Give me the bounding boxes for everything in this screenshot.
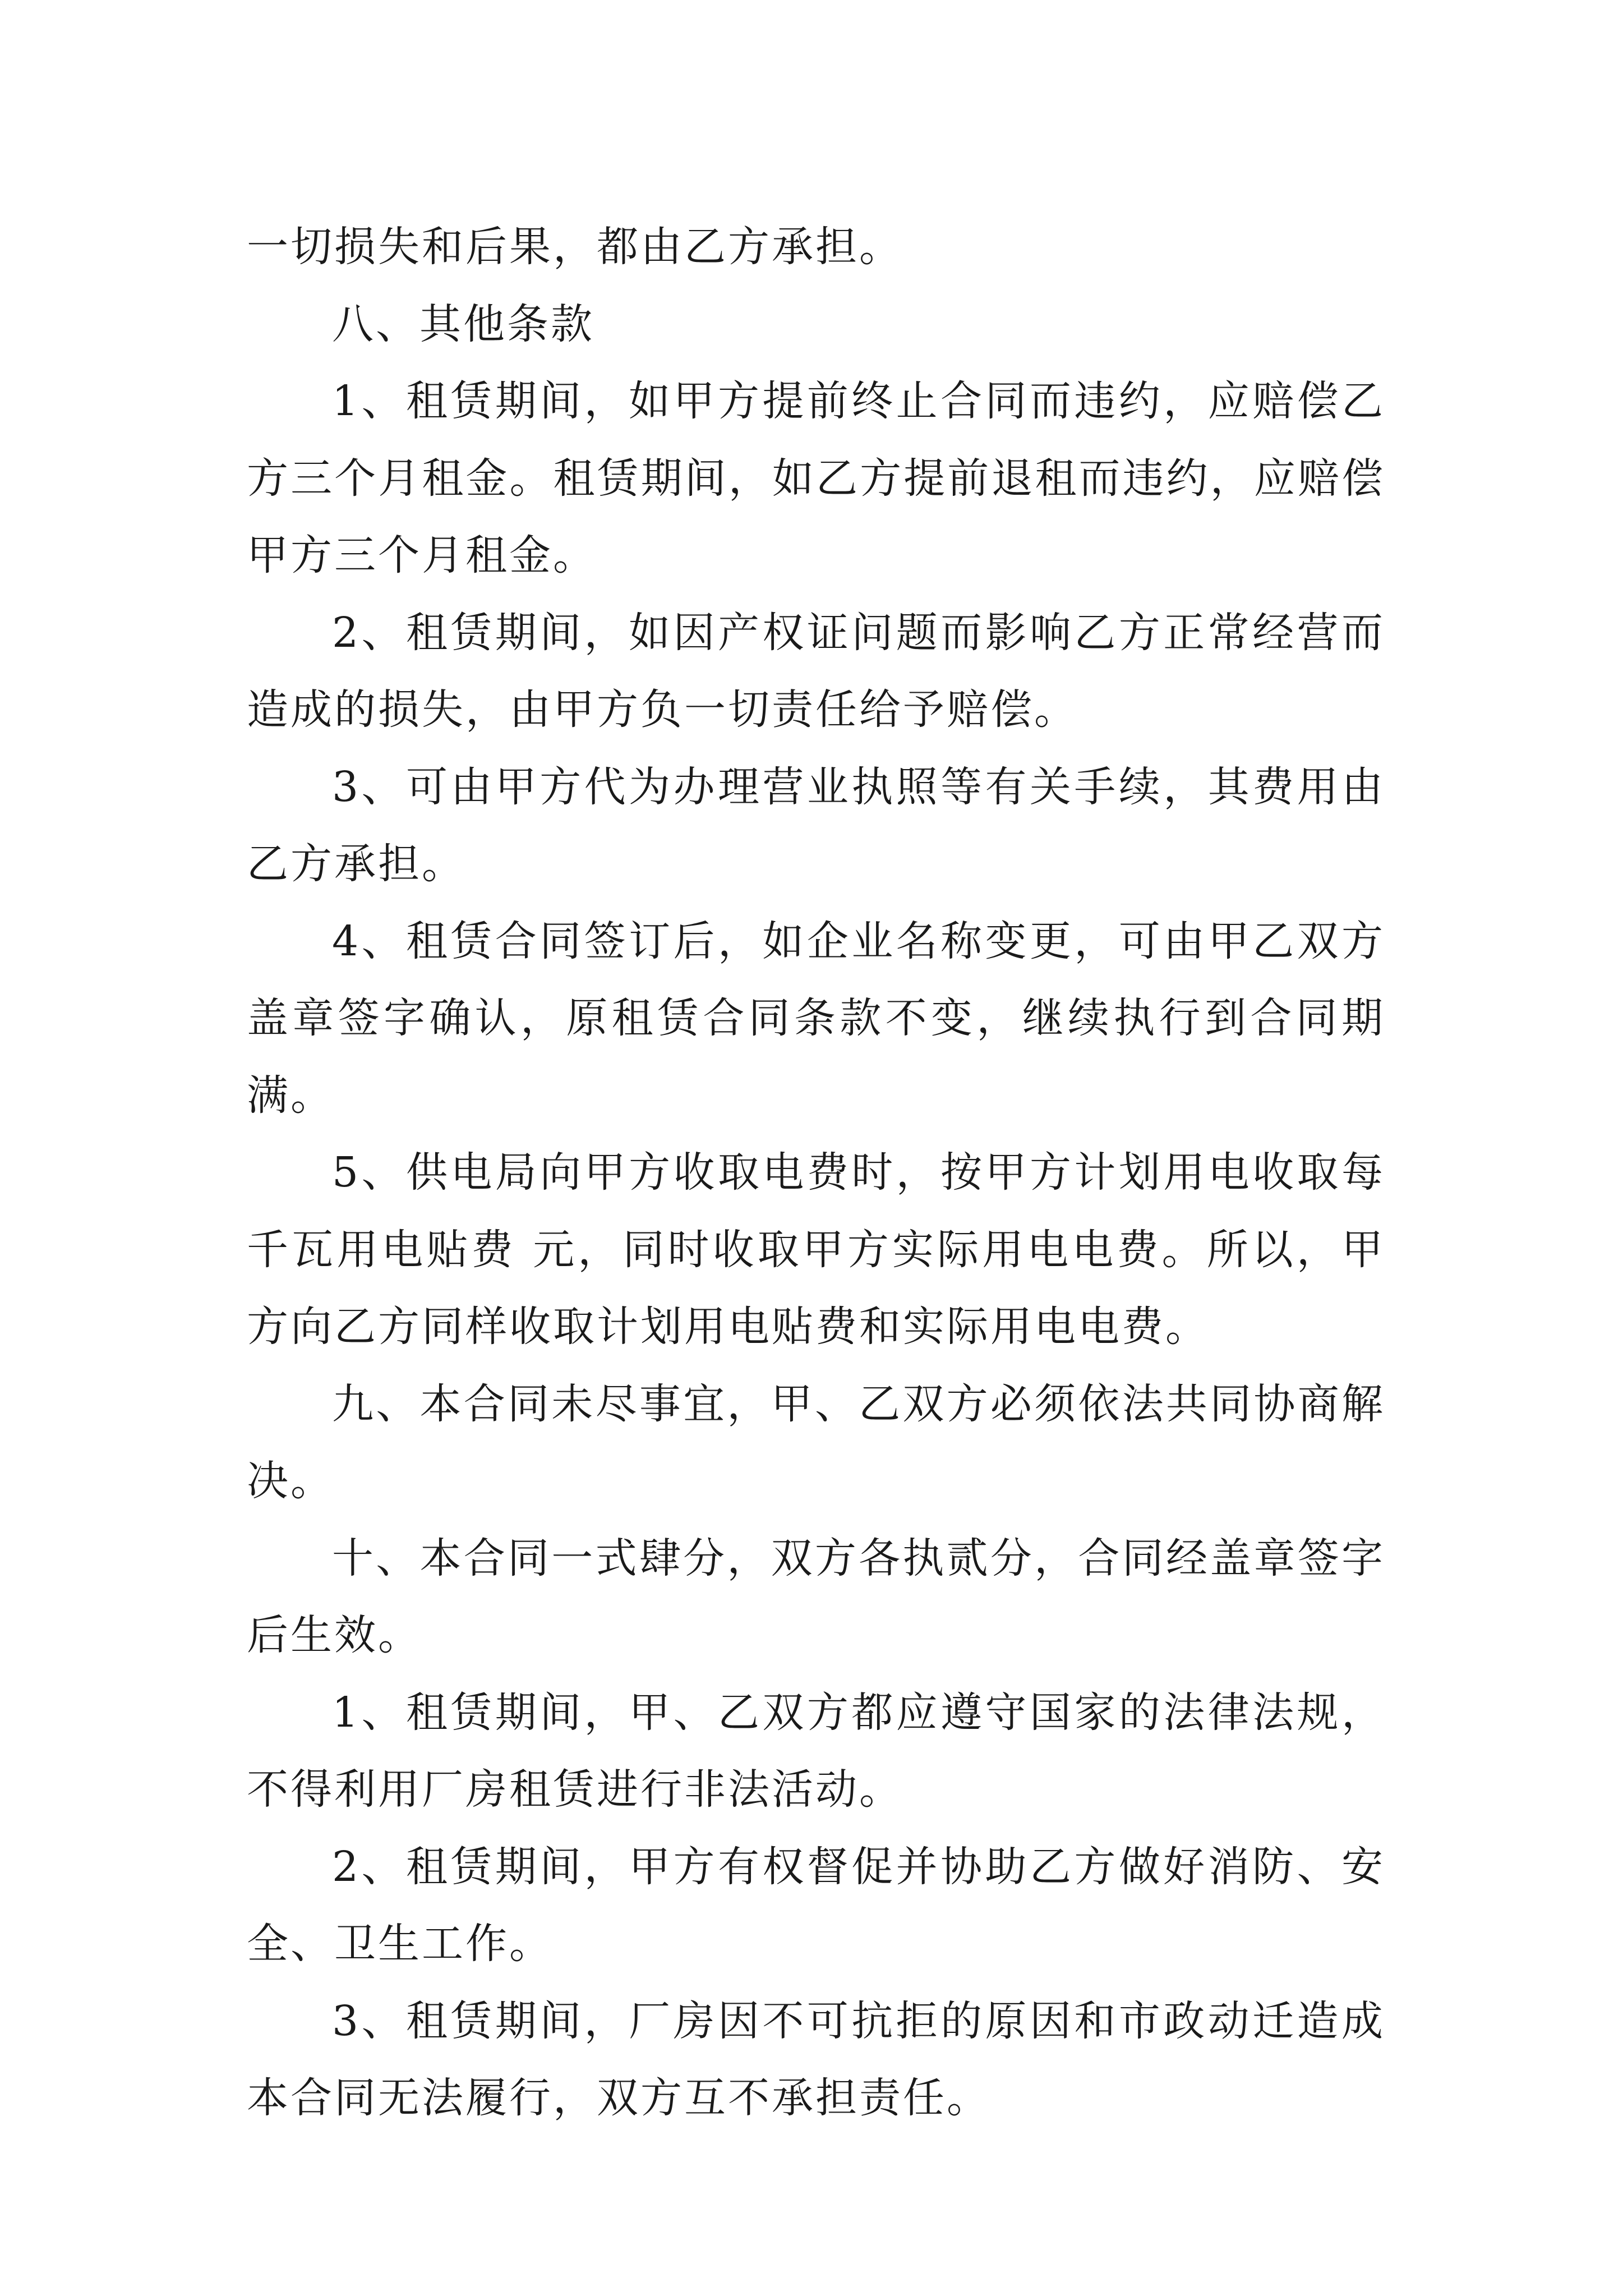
clause-legal-compliance: 1、租赁期间，甲、乙双方都应遵守国家的法律法规，不得利用厂房租赁进行非法活动。 [247, 1688, 1385, 1814]
clause-name-change: 4、租赁合同签订后，如企业名称变更，可由甲乙双方盖章签字确认，原租赁合同条款不变，继续执行到合同期满。 [247, 917, 1385, 1120]
clause-fire-safety: 2、租赁期间，甲方有权督促并协助乙方做好消防、安全、卫生工作。 [247, 1842, 1385, 1968]
clause-early-termination: 1、租赁期间，如甲方提前终止合同而违约，应赔偿乙方三个月租金。租赁期间，如乙方提前退租而违约，应赔偿甲方三个月租金。 [247, 377, 1385, 579]
clause-property-certificate: 2、租赁期间，如因产权证问题而影响乙方正常经营而造成的损失，由甲方负一切责任给予赔偿。 [247, 608, 1385, 734]
clause-business-license: 3、可由甲方代为办理营业执照等有关手续，其费用由乙方承担。 [247, 762, 1385, 888]
clause-electricity-fee: 5、供电局向甲方收取电费时，按甲方计划用电收取每千瓦用电贴费 元，同时收取甲方实际用电电费。所以，甲方向乙方同样收取计划用电贴费和实际用电电费。 [247, 1148, 1385, 1351]
clause-force-majeure: 3、租赁期间，厂房因不可抗拒的原因和市政动迁造成本合同无法履行，双方互不承担责任。 [247, 1996, 1385, 2122]
section-heading-other-terms: 八、其他条款 [332, 300, 594, 348]
section-copies-effective: 十、本合同一式肆分，双方各执贰分，合同经盖章签字后生效。 [247, 1534, 1385, 1659]
contract-body [247, 209, 1385, 2137]
section-unresolved-matters: 九、本合同未尽事宜，甲、乙双方必须依法共同协商解决。 [247, 1379, 1385, 1505]
paragraph-continuation: 一切损失和后果，都由乙方承担。 [247, 223, 903, 271]
